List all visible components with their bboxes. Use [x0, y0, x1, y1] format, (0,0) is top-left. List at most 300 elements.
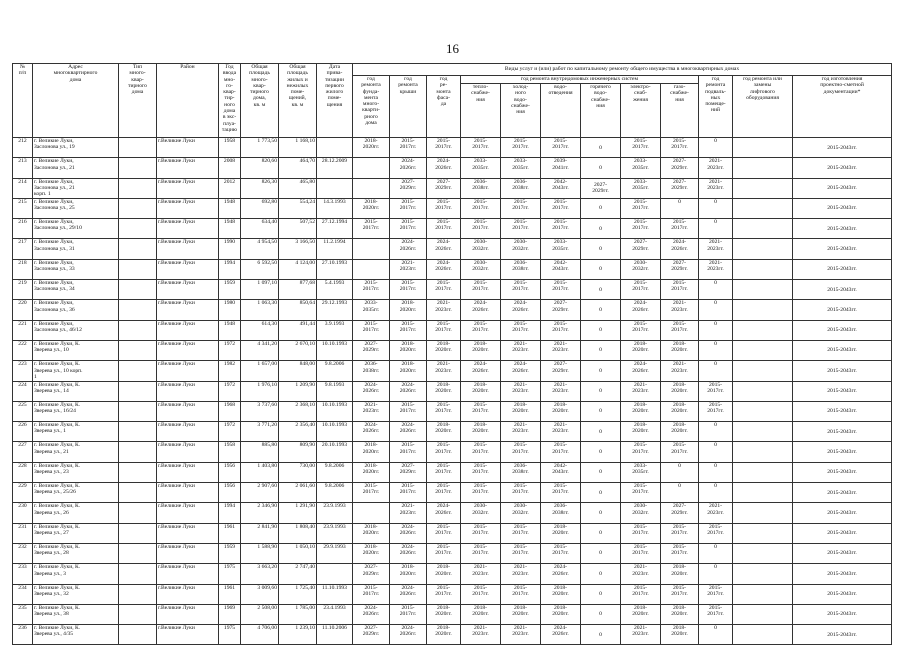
heat-supply-cell: 2015- 2017гг. — [461, 320, 501, 340]
water-disposal-cell: 2018- 2020гг. — [541, 523, 581, 543]
total-area-cell: 820,60 — [241, 158, 279, 178]
row-number: 234 — [13, 584, 33, 604]
type-cell — [119, 543, 157, 563]
design-docs-cell: 2015-2043гг. — [793, 543, 892, 563]
hot-water-cell: 0 — [581, 523, 621, 543]
cold-water-cell: 2021- 2023гг. — [501, 340, 541, 360]
row-number: 214 — [13, 178, 33, 198]
hot-water-cell: 0 — [581, 280, 621, 300]
design-docs-cell: 2015-2043гг. — [793, 381, 892, 401]
elevator-cell — [733, 280, 793, 300]
row-number: 222 — [13, 340, 33, 360]
roof-cell: 2015- 2017гг. — [390, 320, 427, 340]
total-area-cell: 2 841,90 — [241, 523, 279, 543]
foundation-cell: 2027- 2029гг. — [353, 564, 390, 584]
facade-cell: 2018- 2020гг. — [427, 564, 461, 584]
header-heat-supply: тепло- снабже- ния — [461, 84, 501, 138]
water-disposal-cell: 2021- 2023гг. — [541, 422, 581, 442]
basement-cell: 2021- 2023гг. — [699, 158, 733, 178]
cold-water-cell: 2033- 2035гг. — [501, 158, 541, 178]
roof-cell: 2015- 2017гг. — [390, 604, 427, 624]
total-area-cell: 3 737,60 — [241, 401, 279, 421]
foundation-cell: 2015- 2017гг. — [353, 219, 390, 239]
roof-cell: 2024- 2026гг. — [390, 625, 427, 645]
basement-cell: 2015- 2017гг. — [699, 584, 733, 604]
header-type: Тип много- квар- тирного дома — [119, 64, 157, 138]
basement-cell: 2021- 2023гг. — [699, 239, 733, 259]
facade-cell: 2015- 2017гг. — [427, 320, 461, 340]
basement-cell: 0 — [699, 361, 733, 381]
living-area-cell: 464,70 — [279, 158, 317, 178]
hot-water-cell: 0 — [581, 239, 621, 259]
facade-cell: 2015- 2017гг. — [427, 584, 461, 604]
living-area-cell: 730,00 — [279, 462, 317, 482]
electric-cell: 2015- 2017гг. — [621, 320, 661, 340]
cold-water-cell: 2015- 2017гг. — [501, 584, 541, 604]
living-area-cell: 1 168,10 — [279, 138, 317, 158]
hot-water-cell: 0 — [581, 625, 621, 645]
design-docs-cell: 2015-2043гг. — [793, 239, 892, 259]
facade-cell: 2021- 2023гг. — [427, 361, 461, 381]
living-area-cell: 1 239,10 — [279, 625, 317, 645]
electric-cell: 2015- 2017гг. — [621, 523, 661, 543]
elevator-cell — [733, 625, 793, 645]
facade-cell: 2024- 2026гг. — [427, 158, 461, 178]
hot-water-cell: 0 — [581, 138, 621, 158]
elevator-cell — [733, 584, 793, 604]
total-area-cell: 692,80 — [241, 198, 279, 218]
type-cell — [119, 381, 157, 401]
living-area-cell: 2 356,40 — [279, 422, 317, 442]
total-area-cell: 2 346,90 — [241, 503, 279, 523]
gas-cell: 2024- 2026гг. — [661, 239, 699, 259]
cold-water-cell: 2015- 2017гг. — [501, 138, 541, 158]
hot-water-cell: 0 — [581, 320, 621, 340]
row-number: 236 — [13, 625, 33, 645]
foundation-cell: 2018- 2020гг. — [353, 442, 390, 462]
gas-cell: 2015- 2017гг. — [661, 138, 699, 158]
type-cell — [119, 604, 157, 624]
privatization-date-cell: 11.10.1993 — [317, 584, 353, 604]
water-disposal-cell: 2015- 2017гг. — [541, 198, 581, 218]
cold-water-cell: 2015- 2017гг. — [501, 320, 541, 340]
living-area-cell: 1 725,40 — [279, 584, 317, 604]
electric-cell: 2015- 2017гг. — [621, 483, 661, 503]
hot-water-cell: 0 — [581, 503, 621, 523]
privatization-date-cell: 23.9.1993 — [317, 503, 353, 523]
electric-cell: 2018- 2020гг. — [621, 422, 661, 442]
privatization-date-cell: 29.9.1993 — [317, 543, 353, 563]
living-area-cell: 1 291,90 — [279, 503, 317, 523]
table-row — [13, 219, 892, 239]
address-cell: г. Великие Луки, Заслонова ул., 21 корп. 1 — [33, 178, 119, 198]
gas-cell: 2015- 2017гг. — [661, 280, 699, 300]
heat-supply-cell: 2015- 2017гг. — [461, 543, 501, 563]
table-row — [13, 625, 892, 645]
water-disposal-cell: 2027- 2029гг. — [541, 361, 581, 381]
elevator-cell — [733, 523, 793, 543]
foundation-cell: 2027- 2029гг. — [353, 340, 390, 360]
privatization-date-cell: 3.9.1993 — [317, 320, 353, 340]
hot-water-cell: 0 — [581, 604, 621, 624]
table-row — [13, 483, 892, 503]
privatization-date-cell: 10.10.1993 — [317, 422, 353, 442]
facade-cell: 2024- 2026гг. — [427, 503, 461, 523]
heat-supply-cell: 2030- 2032гг. — [461, 239, 501, 259]
district-cell: г.Великие Луки — [157, 340, 219, 360]
elevator-cell — [733, 483, 793, 503]
electric-cell: 2033- 2035гг. — [621, 178, 661, 198]
roof-cell: 2024- 2026гг. — [390, 381, 427, 401]
facade-cell: 2015- 2017гг. — [427, 138, 461, 158]
foundation-cell: 2015- 2017гг. — [353, 483, 390, 503]
living-area-cell: 2 368,10 — [279, 401, 317, 421]
total-area-cell: 2 508,00 — [241, 604, 279, 624]
living-area-cell: 877,68 — [279, 280, 317, 300]
type-cell — [119, 198, 157, 218]
foundation-cell: 2018- 2020гг. — [353, 543, 390, 563]
privatization-date-cell: 9.8.1993 — [317, 381, 353, 401]
table-row — [13, 604, 892, 624]
elevator-cell — [733, 422, 793, 442]
basement-cell: 0 — [699, 422, 733, 442]
heat-supply-cell: 2015- 2017гг. — [461, 401, 501, 421]
address-cell: г. Великие Луки, К. Зверева ул., 27 — [33, 523, 119, 543]
type-cell — [119, 280, 157, 300]
table-row — [13, 503, 892, 523]
electric-cell: 2015- 2017гг. — [621, 543, 661, 563]
privatization-date-cell: 27.12.1994 — [317, 219, 353, 239]
electric-cell: 2033- 2035гг. — [621, 462, 661, 482]
privatization-date-cell: 27.10.1993 — [317, 259, 353, 279]
gas-cell: 0 — [661, 462, 699, 482]
water-disposal-cell: 2018- 2020гг. — [541, 604, 581, 624]
basement-cell: 2015- 2017гг. — [699, 401, 733, 421]
water-disposal-cell: 2015- 2017гг. — [541, 138, 581, 158]
heat-supply-cell: 2018- 2020гг. — [461, 381, 501, 401]
cold-water-cell: 2036- 2038гг. — [501, 462, 541, 482]
elevator-cell — [733, 158, 793, 178]
total-area-cell: 4 954,50 — [241, 239, 279, 259]
year-built-cell: 1961 — [219, 584, 241, 604]
heat-supply-cell: 2030- 2032гг. — [461, 259, 501, 279]
foundation-cell: 2015- 2017гг. — [353, 320, 390, 340]
water-disposal-cell: 2042- 2043гг. — [541, 462, 581, 482]
table-row — [13, 462, 892, 482]
elevator-cell — [733, 503, 793, 523]
electric-cell: 2024- 2026гг. — [621, 300, 661, 320]
hot-water-cell: 0 — [581, 198, 621, 218]
design-docs-cell: 2015-2043гг. — [793, 604, 892, 624]
gas-cell: 2021- 2023гг. — [661, 361, 699, 381]
district-cell: г.Великие Луки — [157, 564, 219, 584]
electric-cell: 2018- 2020гг. — [621, 604, 661, 624]
water-disposal-cell: 2024- 2026гг. — [541, 625, 581, 645]
type-cell — [119, 401, 157, 421]
foundation-cell: 2018- 2020гг. — [353, 138, 390, 158]
total-area-cell: 634,40 — [241, 219, 279, 239]
elevator-cell — [733, 381, 793, 401]
table-row — [13, 381, 892, 401]
year-built-cell: 2012 — [219, 178, 241, 198]
living-area-cell: 2 061,60 — [279, 483, 317, 503]
design-docs-cell: 2015-2043гг. — [793, 584, 892, 604]
design-docs-cell: 2015-2043гг. — [793, 138, 892, 158]
facade-cell: 2021- 2023гг. — [427, 300, 461, 320]
roof-cell: 2021- 2023гг. — [390, 259, 427, 279]
roof-cell: 2027- 2029гг. — [390, 178, 427, 198]
type-cell — [119, 259, 157, 279]
basement-cell: 2015- 2017гг. — [699, 381, 733, 401]
electric-cell: 2015- 2017гг. — [621, 219, 661, 239]
table-row — [13, 320, 892, 340]
table-row — [13, 422, 892, 442]
water-disposal-cell: 2036- 2038гг. — [541, 503, 581, 523]
electric-cell: 2021- 2023гг. — [621, 625, 661, 645]
living-area-cell: 850,64 — [279, 300, 317, 320]
year-built-cell: 1990 — [219, 239, 241, 259]
facade-cell: 2015- 2017гг. — [427, 442, 461, 462]
hot-water-cell: 0 — [581, 584, 621, 604]
table-row — [13, 239, 892, 259]
roof-cell: 2015- 2017гг. — [390, 198, 427, 218]
address-cell: г. Великие Луки, Заслонова ул., 36 — [33, 300, 119, 320]
design-docs-cell: 2015-2043гг. — [793, 442, 892, 462]
electric-cell: 2024- 2026гг. — [621, 361, 661, 381]
gas-cell: 2027- 2029гг. — [661, 503, 699, 523]
year-built-cell: 1956 — [219, 483, 241, 503]
gas-cell: 2018- 2020гг. — [661, 422, 699, 442]
privatization-date-cell: 9.8.2006 — [317, 462, 353, 482]
design-docs-cell: 2015-2043гг. — [793, 198, 892, 218]
living-area-cell: 465,80 — [279, 178, 317, 198]
row-number: 217 — [13, 239, 33, 259]
elevator-cell — [733, 219, 793, 239]
privatization-date-cell: 11.10.2006 — [317, 625, 353, 645]
facade-cell: 2015- 2017гг. — [427, 483, 461, 503]
header-year-built: Год ввода мно- го- квар- тир- ного дома в экс- плуа- тацию — [219, 64, 241, 138]
cold-water-cell: 2018- 2020гг. — [501, 604, 541, 624]
heat-supply-cell: 2015- 2017гг. — [461, 138, 501, 158]
row-number: 224 — [13, 381, 33, 401]
basement-cell: 0 — [699, 219, 733, 239]
row-number: 232 — [13, 543, 33, 563]
facade-cell: 2015- 2017гг. — [427, 401, 461, 421]
year-built-cell: 1959 — [219, 543, 241, 563]
type-cell — [119, 361, 157, 381]
hot-water-cell: 0 — [581, 422, 621, 442]
cold-water-cell: 2030- 2032гг. — [501, 503, 541, 523]
gas-cell: 0 — [661, 483, 699, 503]
table-row — [13, 543, 892, 563]
facade-cell: 2015- 2017гг. — [427, 523, 461, 543]
year-built-cell: 1994 — [219, 503, 241, 523]
elevator-cell — [733, 340, 793, 360]
facade-cell: 2018- 2020гг. — [427, 381, 461, 401]
row-number: 216 — [13, 219, 33, 239]
roof-cell: 2018- 2020гг. — [390, 300, 427, 320]
header-hot-water: горячего водо- снабже- ния — [581, 84, 621, 138]
facade-cell: 2027- 2029гг. — [427, 178, 461, 198]
elevator-cell — [733, 401, 793, 421]
roof-cell: 2018- 2020гг. — [390, 361, 427, 381]
table-row — [13, 158, 892, 178]
water-disposal-cell: 2015- 2017гг. — [541, 320, 581, 340]
type-cell — [119, 178, 157, 198]
total-area-cell: 2 907,60 — [241, 483, 279, 503]
total-area-cell: 826,30 — [241, 178, 279, 198]
year-built-cell: 1959 — [219, 280, 241, 300]
total-area-cell: 1 588,90 — [241, 543, 279, 563]
row-number: 219 — [13, 280, 33, 300]
electric-cell: 2027- 2029гг. — [621, 239, 661, 259]
electric-cell: 2018- 2020гг. — [621, 401, 661, 421]
district-cell: г.Великие Луки — [157, 280, 219, 300]
header-num: № п/п — [13, 64, 33, 138]
year-built-cell: 1948 — [219, 320, 241, 340]
design-docs-cell: 2015-2043гг. — [793, 320, 892, 340]
cold-water-cell: 2015- 2017гг. — [501, 483, 541, 503]
district-cell: г.Великие Луки — [157, 543, 219, 563]
privatization-date-cell: 9.8.2006 — [317, 361, 353, 381]
total-area-cell: 1 063,30 — [241, 300, 279, 320]
elevator-cell — [733, 198, 793, 218]
table-row — [13, 401, 892, 421]
address-cell: г. Великие Луки, К. Зверева ул., 1 — [33, 422, 119, 442]
cold-water-cell: 2015- 2017гг. — [501, 442, 541, 462]
electric-cell: 2015- 2017гг. — [621, 138, 661, 158]
header-engineering-group: год ремонта внутридомовых инженерных систем — [461, 76, 699, 84]
basement-cell: 0 — [699, 320, 733, 340]
type-cell — [119, 340, 157, 360]
table-row — [13, 361, 892, 381]
roof-cell: 2024- 2026гг. — [390, 543, 427, 563]
living-area-cell: 1 785,00 — [279, 604, 317, 624]
cold-water-cell: 2021- 2023гг. — [501, 422, 541, 442]
district-cell: г.Великие Луки — [157, 584, 219, 604]
year-built-cell: 1958 — [219, 138, 241, 158]
privatization-date-cell: 28.12.2009 — [317, 158, 353, 178]
hot-water-cell: 0 — [581, 219, 621, 239]
row-number: 223 — [13, 361, 33, 381]
heat-supply-cell: 2015- 2017гг. — [461, 462, 501, 482]
district-cell: г.Великие Луки — [157, 523, 219, 543]
electric-cell: 2015- 2017гг. — [621, 198, 661, 218]
address-cell: г. Великие Луки, Заслонова ул., 29/10 — [33, 219, 119, 239]
type-cell — [119, 625, 157, 645]
year-built-cell: 1956 — [219, 462, 241, 482]
row-number: 215 — [13, 198, 33, 218]
electric-cell: 2021- 2023гг. — [621, 381, 661, 401]
row-number: 225 — [13, 401, 33, 421]
address-cell: г. Великие Луки, К. Зверева ул., 25/26 — [33, 483, 119, 503]
facade-cell: 2015- 2017гг. — [427, 280, 461, 300]
design-docs-cell: 2015-2043гг. — [793, 462, 892, 482]
heat-supply-cell: 2018- 2020гг. — [461, 422, 501, 442]
district-cell: г.Великие Луки — [157, 259, 219, 279]
facade-cell: 2018- 2020гг. — [427, 625, 461, 645]
address-cell: г. Великие Луки, Заслонова ул., 19 — [33, 138, 119, 158]
elevator-cell — [733, 300, 793, 320]
gas-cell: 0 — [661, 198, 699, 218]
cold-water-cell: 2024- 2026гг. — [501, 300, 541, 320]
elevator-cell — [733, 239, 793, 259]
design-docs-cell: 2015-2043гг. — [793, 340, 892, 360]
foundation-cell — [353, 178, 390, 198]
address-cell: г. Великие Луки, Заслонова ул., 31 — [33, 239, 119, 259]
header-facade: год ре- монта фаса- да — [427, 76, 461, 138]
water-disposal-cell: 2015- 2017гг. — [541, 483, 581, 503]
row-number: 231 — [13, 523, 33, 543]
privatization-date-cell: 10.10.1993 — [317, 401, 353, 421]
foundation-cell: 2033- 2035гг. — [353, 300, 390, 320]
total-area-cell: 3 771,20 — [241, 422, 279, 442]
heat-supply-cell: 2015- 2017гг. — [461, 483, 501, 503]
basement-cell: 0 — [699, 198, 733, 218]
header-district: Район — [157, 64, 219, 138]
header-design-docs: год изготовления проектно-сметной документации* — [793, 76, 892, 138]
hot-water-cell: 0 — [581, 300, 621, 320]
gas-cell: 2018- 2020гг. — [661, 604, 699, 624]
roof-cell: 2015- 2017гг. — [390, 442, 427, 462]
heat-supply-cell: 2021- 2023гг. — [461, 625, 501, 645]
table-row — [13, 198, 892, 218]
facade-cell: 2015- 2017гг. — [427, 543, 461, 563]
design-docs-cell: 2015-2043гг. — [793, 300, 892, 320]
basement-cell: 0 — [699, 138, 733, 158]
district-cell: г.Великие Луки — [157, 219, 219, 239]
table-row — [13, 584, 892, 604]
table-row — [13, 340, 892, 360]
roof-cell: 2015- 2017гг. — [390, 401, 427, 421]
heat-supply-cell: 2015- 2017гг. — [461, 442, 501, 462]
foundation-cell — [353, 259, 390, 279]
district-cell: г.Великие Луки — [157, 483, 219, 503]
total-area-cell: 6 592,50 — [241, 259, 279, 279]
address-cell: г. Великие Луки, Заслонова ул., 46/12 — [33, 320, 119, 340]
table-row — [13, 523, 892, 543]
design-docs-cell: 2015-2043гг. — [793, 158, 892, 178]
facade-cell: 2018- 2020гг. — [427, 422, 461, 442]
address-cell: г. Великие Луки, К. Зверева ул., 38 — [33, 604, 119, 624]
roof-cell: 2024- 2026гг. — [390, 158, 427, 178]
cold-water-cell: 2021- 2023гг. — [501, 381, 541, 401]
basement-cell: 0 — [699, 483, 733, 503]
total-area-cell: 3 009,60 — [241, 584, 279, 604]
hot-water-cell: 2027- 2029гг. — [581, 178, 621, 198]
living-area-cell: 1 808,40 — [279, 523, 317, 543]
district-cell: г.Великие Луки — [157, 625, 219, 645]
type-cell — [119, 219, 157, 239]
heat-supply-cell: 2015- 2017гг. — [461, 198, 501, 218]
design-docs-cell: 2015-2043гг. — [793, 259, 892, 279]
header-works-group: Виды услуг и (или) работ по капитальному ремонту общего имущества в многоквартирных домах — [353, 64, 892, 76]
header-water-disposal: водо- отведения — [541, 84, 581, 138]
repair-schedule-table — [12, 63, 892, 645]
address-cell: г. Великие Луки, К. Зверева ул., 21 — [33, 442, 119, 462]
cold-water-cell: 2018- 2020гг. — [501, 401, 541, 421]
basement-cell: 2021- 2023гг. — [699, 178, 733, 198]
table-row — [13, 178, 892, 198]
design-docs-cell: 2015-2043гг. — [793, 280, 892, 300]
roof-cell: 2021- 2023гг. — [390, 503, 427, 523]
water-disposal-cell: 2021- 2023гг. — [541, 340, 581, 360]
hot-water-cell: 0 — [581, 259, 621, 279]
living-area-cell: 507,52 — [279, 219, 317, 239]
gas-cell: 2015- 2017гг. — [661, 442, 699, 462]
facade-cell: 2024- 2026гг. — [427, 259, 461, 279]
type-cell — [119, 483, 157, 503]
